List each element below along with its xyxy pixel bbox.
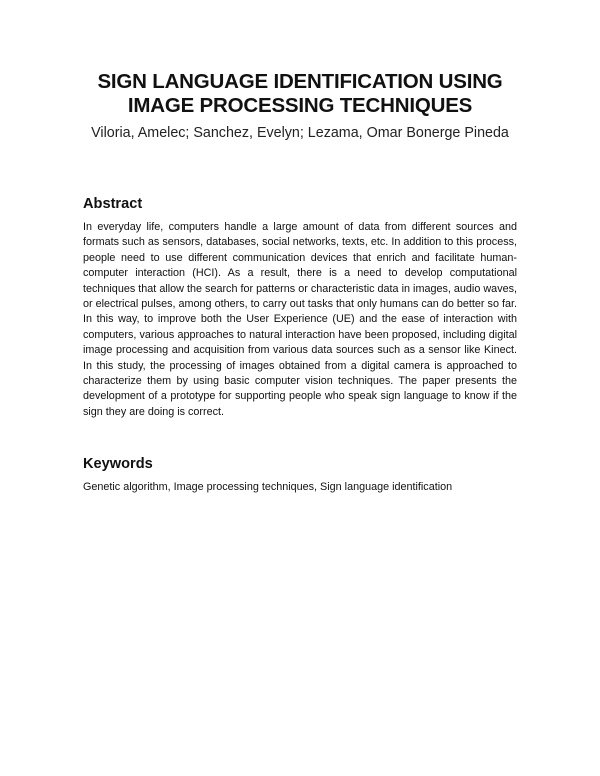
abstract-heading: Abstract <box>83 196 143 212</box>
paper-title-line-1: SIGN LANGUAGE IDENTIFICATION USING <box>97 70 503 93</box>
abstract-text: In everyday life, computers handle a large amount of data from different sources and formats such as sensors, databases, social networks, texts, etc. In addition to this process, people need to use different communication devices that enrich and facilitate human-computer interaction (HCI). As a result, there is a need to develop computational techniques that allow the search for patterns or characteristic data in images, audio waves, or electrical pulses, among others, to carry out tasks that only humans can do better so far. In this way, to improve both the User Experience (UE) and the ease of interaction with computers, various approaches to natural interaction have been proposed, including digital image processing and acquisition from various data sources such as a sensor like Kinect. In this study, the processing of images obtained from a digital camera is approached to characterize them by using basic computer vision techniques. The paper presents the development of a prototype for supporting people who speak sign language to know if the sign they are doing is correct. <box>83 221 517 418</box>
keywords-heading: Keywords <box>83 456 153 472</box>
paper-title-line-2: IMAGE PROCESSING TECHNIQUES <box>127 94 473 117</box>
author-list: Viloria, Amelec; Sanchez, Evelyn; Lezama, Omar Bonerge Pineda <box>91 125 509 141</box>
keywords-text: Genetic algorithm, Image processing techniques, Sign language identification <box>83 481 453 493</box>
paper-title <box>40 70 560 118</box>
